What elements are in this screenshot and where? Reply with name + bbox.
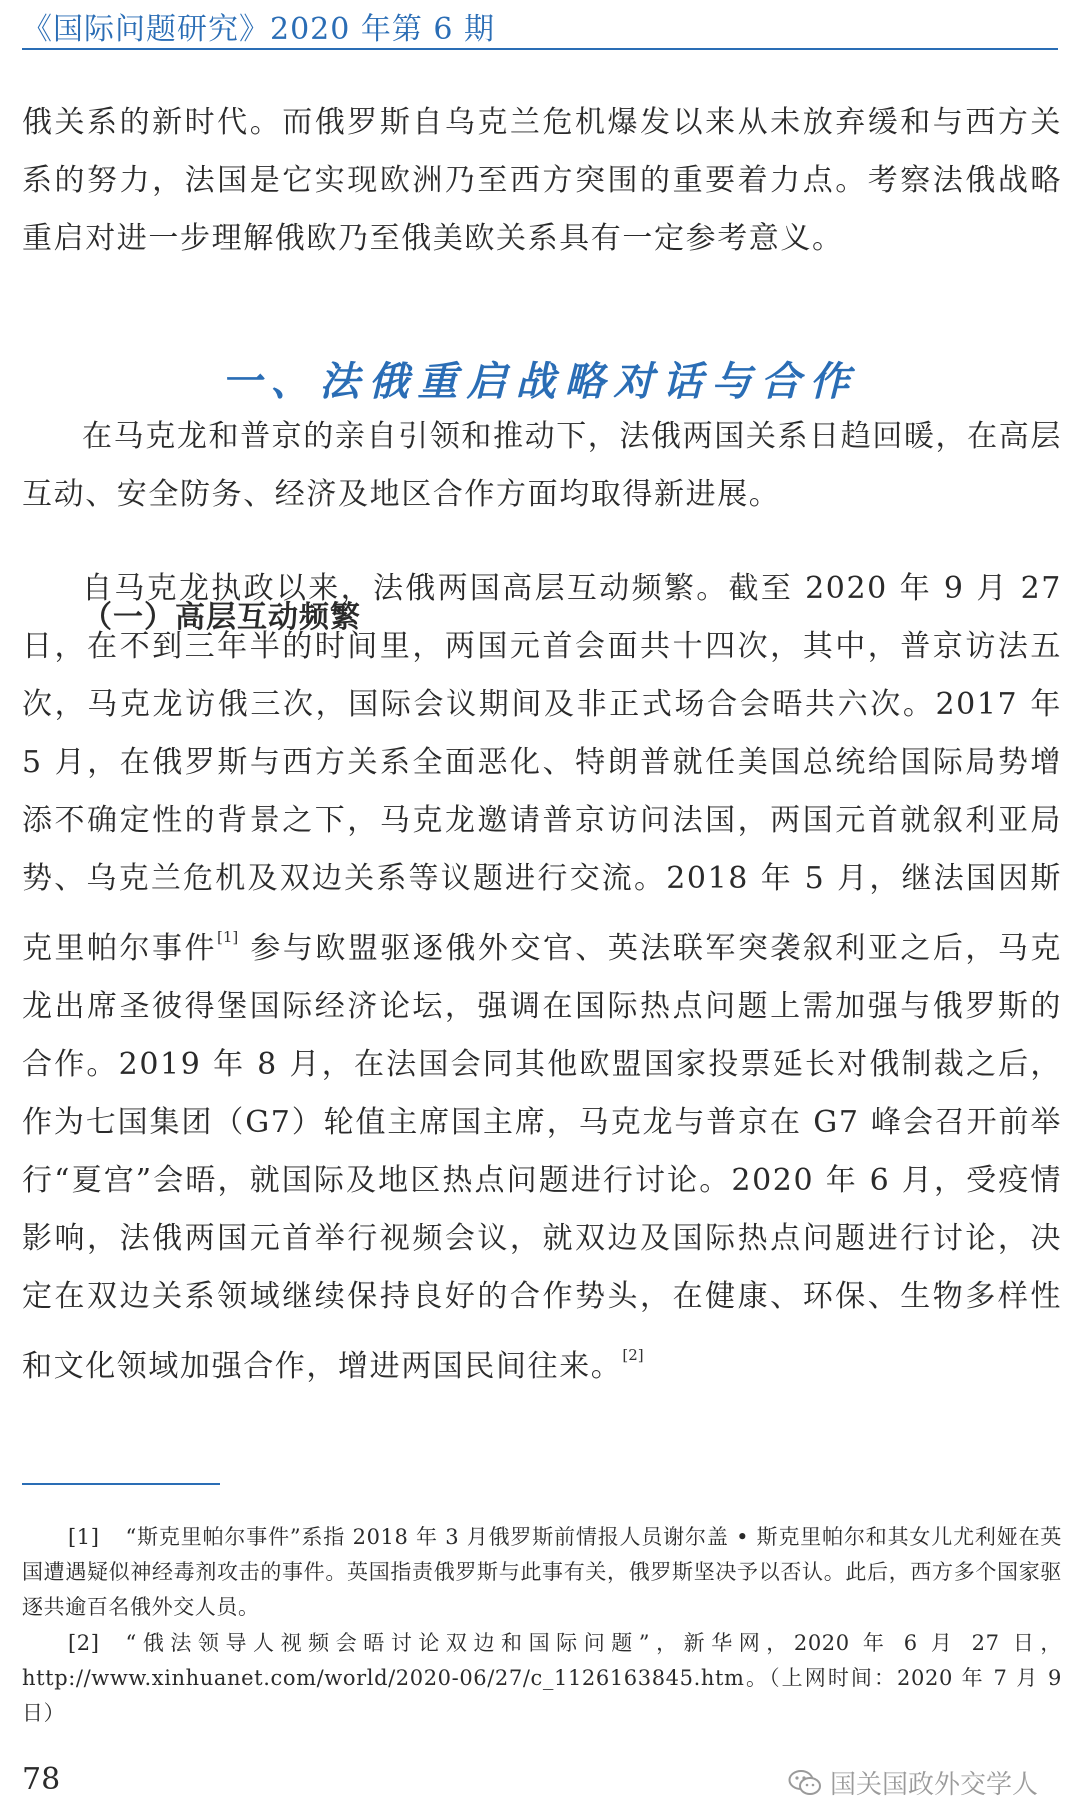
watermark	[788, 1764, 1038, 1801]
footnote-1	[22, 1520, 1062, 1625]
section-title: 一、法俄重启战略对话与合作	[221, 359, 859, 405]
watermark-text: 国关国政外交学人	[829, 1770, 1038, 1800]
intro-paragraph: 俄关系的新时代。而俄罗斯自乌克兰危机爆发以来从未放弃缓和与西方关系的努力，法国是它实现欧洲乃至西方突围的重要着力点。考察法俄战略重启对进一步理解俄欧乃至俄美欧关系具有一定参考意义。	[22, 105, 1062, 256]
main-paragraph-part2: 参与欧盟驱逐俄外交官、英法联军突袭叙利亚之后，马克龙出席圣彼得堡国际经济论坛，强调在国际热点问题上需加强与俄罗斯的合作。2019 年 8 月，在法国会同其他欧盟国家投票延长对俄制裁之后，作为七国集团（G7）轮值主席国主席，马克龙与普京在 G7 峰会召开前举行“夏宫”会晤，就国际及地区热点问题进行讨论。2020 年 6 月，受疫情影响，法俄两国元首举行视频会议，就双边及国际热点问题进行讨论，决定在双边关系领域继续保持良好的合作势头，在健康、环保、生物多样性和文化领域加强合作，增进两国民间往来。	[22, 931, 1062, 1384]
page-number: 78	[22, 1762, 61, 1797]
running-header: 《国际问题研究》2020 年第 6 期	[22, 12, 496, 47]
footnote-ref-1[interactable]: [1]	[217, 928, 239, 946]
footnote-1-text: “斯克里帕尔事件”系指 2018 年 3 月俄罗斯前情报人员谢尔盖 • 斯克里帕尔和其女儿尤利娅在英国遭遇疑似神经毒剂攻击的事件。英国指责俄罗斯与此事有关，俄罗斯坚决予以否认。此后，西方多个国家驱逐共逾百名俄外交人员。	[22, 1525, 1062, 1619]
subsection-heading: （一）高层互动频繁	[82, 600, 361, 635]
footnote-2	[22, 1626, 1062, 1731]
main-paragraph	[22, 560, 1062, 1396]
footnote-1-mark: [1]	[68, 1525, 100, 1549]
main-paragraph-part1: 自马克龙执政以来，法俄两国高层互动频繁。截至 2020 年 9 月 27 日，在不到三年半的时间里，两国元首会面共十四次，其中，普京访法五次，马克龙访俄三次，国际会议期间及非正式场合会晤共六次。2017 年 5 月，在俄罗斯与西方关系全面恶化、特朗普就任美国总统给国际局势增添不确定性的背景之下，马克龙邀请普京访问法国，两国元首就叙利亚局势、乌克兰危机及双边关系等议题进行交流。2018 年 5 月，继法国因斯克里帕尔事件	[22, 571, 1062, 966]
wechat-icon	[788, 1769, 822, 1797]
section-intro-paragraph: 在马克龙和普京的亲自引领和推动下，法俄两国关系日趋回暖，在高层互动、安全防务、经济及地区合作方面均取得新进展。	[22, 419, 1062, 512]
footnote-rule	[22, 1483, 220, 1485]
footnote-2-mark: [2]	[68, 1631, 100, 1655]
header-rule	[22, 48, 1058, 50]
footnote-2-text: “俄法领导人视频会晤讨论双边和国际问题”，新华网，2020 年 6 月 27 日，http://www.xinhuanet.com/world/2020-06/27/c_1126163845.htm。（上网时间：2020 年 7 月 9 日）	[22, 1631, 1062, 1725]
footnote-ref-2[interactable]: [2]	[622, 1346, 644, 1364]
